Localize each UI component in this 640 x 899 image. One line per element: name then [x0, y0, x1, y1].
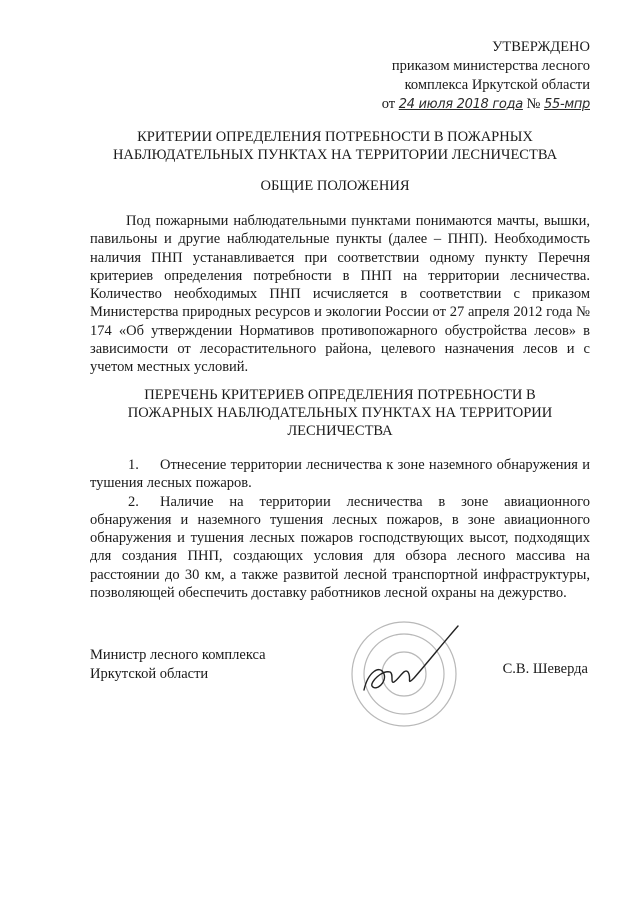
list-title-line-1: ПЕРЕЧЕНЬ КРИТЕРИЕВ ОПРЕДЕЛЕНИЯ ПОТРЕБНОСТИ В: [144, 387, 536, 403]
list-item-number: 1.: [128, 457, 139, 473]
list-title-line-2: ПОЖАРНЫХ НАБЛЮДАТЕЛЬНЫХ ПУНКТАХ НА ТЕРРИТОРИИ: [127, 405, 553, 421]
official-stamp-with-signature: [332, 612, 482, 732]
approval-date-line: [330, 95, 590, 114]
signatory-name: С.В. Шеверда: [502, 661, 588, 677]
handwritten-order-number: 55-мпр: [544, 97, 590, 112]
list-item: [90, 493, 590, 603]
approval-line-ministry: комплекса Иркутской области: [404, 77, 590, 93]
approval-line-order: приказом министерства лесного: [391, 58, 590, 74]
criteria-list: [90, 456, 590, 602]
general-provisions-paragraph: Под пожарными наблюдательными пунктами понимаются мачты, вышки, павильоны и другие наблюдательные пункты (далее – ПНП). Необходимость наличия ПНП устанавливается при соответствии одному пункту Перечня критериев определения потребности в ПНП на территории лесничества. Количество необходимых ПНП исчисляется в соответствии с приказом Министерства природных ресурсов и экологии России от 27 апреля 2012 года № 174 «Об утверждении Нормативов противопожарного обустройства лесов» в зависимости от лесорастительного района, целевого назначения лесов и с учетом местных условий.: [90, 213, 590, 376]
number-prefix: №: [526, 96, 541, 112]
title-line-2: НАБЛЮДАТЕЛЬНЫХ ПУНКТАХ НА ТЕРРИТОРИИ ЛЕСНИЧЕСТВА: [112, 147, 558, 163]
list-item-text: Наличие на территории лесничества в зоне авиационного обнаружения и наземного тушения лесных пожаров, в зоне авиационного обнаружения и тушения лесных пожаров господствующих высот, подходящих для создания ПНП, создающих условия для обзора лесного массива на расстоянии до 30 км, а также развитой лесной транспортной инфраструктуры, позволяющей обеспечить доставку работников лесной охраны на дежурство.: [90, 493, 590, 602]
handwritten-date: 24 июля 2018 года: [398, 97, 523, 112]
list-item-number: 2.: [128, 493, 139, 510]
general-provisions-heading: ОБЩИЕ ПОЛОЖЕНИЯ: [260, 178, 410, 194]
list-item-text: Отнесение территории лесничества к зоне наземного обнаружения и тушения лесных пожаров.: [90, 457, 590, 492]
approval-heading: УТВЕРЖДЕНО: [492, 39, 590, 55]
title-line-1: КРИТЕРИИ ОПРЕДЕЛЕНИЯ ПОТРЕБНОСТИ В ПОЖАРНЫХ: [137, 129, 533, 145]
signatory-position-line-1: Министр лесного комплекса: [90, 647, 266, 663]
stamp-seal: [352, 622, 456, 726]
signatory-position: [90, 646, 266, 684]
approval-block: [330, 38, 590, 114]
list-title-line-3: ЛЕСНИЧЕСТВА: [287, 423, 393, 439]
list-item: [90, 456, 590, 493]
criteria-list-title: [90, 386, 590, 440]
signatory-position-line-2: Иркутской области: [90, 666, 209, 682]
date-prefix: от: [381, 96, 396, 112]
document-title: [60, 128, 610, 164]
